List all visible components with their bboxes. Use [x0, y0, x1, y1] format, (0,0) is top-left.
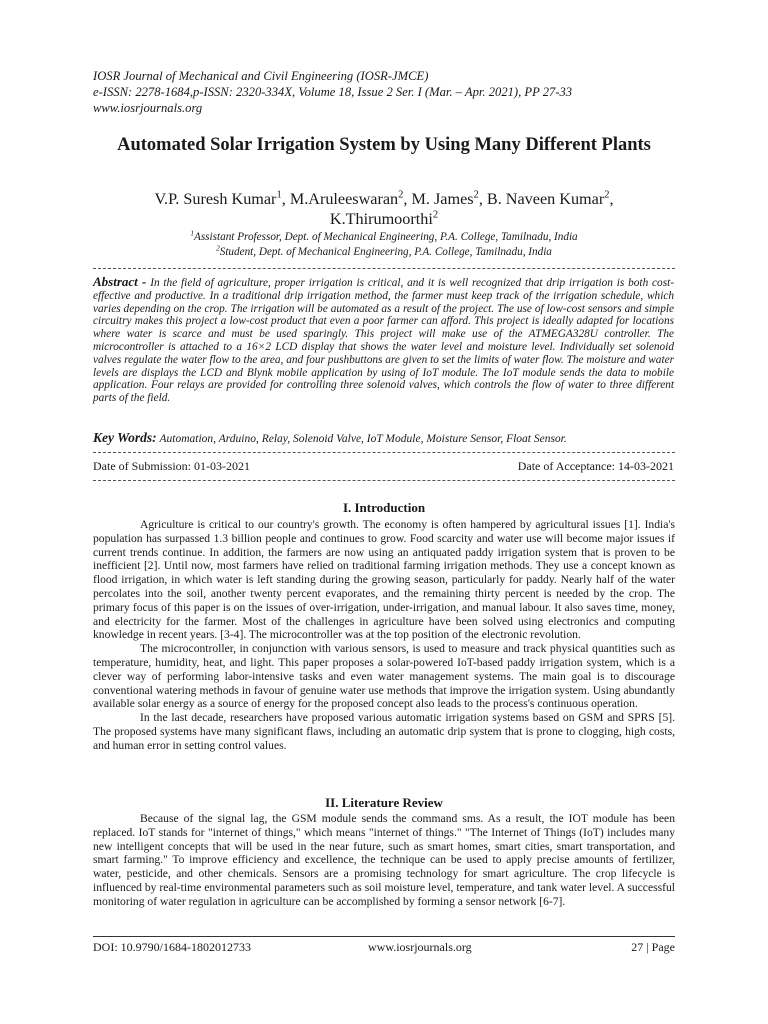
divider: [93, 268, 675, 269]
literature-review-body: [93, 812, 675, 909]
page-footer: [93, 940, 675, 954]
author-name: V.P. Suresh Kumar: [154, 190, 277, 208]
abstract-text: In the field of agriculture, proper irrigation is critical, and it is well recognized that drip irrigation is both cost-effective and productive. In a traditional drip irrigation method, the farmer must keep track of the irrigation schedule, which varies depending on the crop. The irrigation will be automated as a result of the project. The use of low-cost sensors and simple circuitry makes this project a low-cost product that even a poor farmer can afford. This project is ideally adapted for locations where water is scarce and must be used sparingly. This project will make use of the ATMEGA328U controller. The microcontroller is attached to a 16×2 LCD display that shows the water level and moisture level. Individually set solenoid valves regulate the water flow to the area, and four pushbuttons are given to set the limits of water flow. The moisture and water levels are displays the LCD and Blynk mobile application by using of IoT module. The IoT module sends the data to mobile application. Four relays are provided for controlling three solenoid valves, which controls the flow of water to three different parts of the field.: [93, 277, 674, 405]
author-name: K.Thirumoorthi: [329, 210, 433, 228]
affiliation-line: [93, 245, 675, 260]
author-affil-mark: 1: [276, 189, 282, 201]
paragraph: In the last decade, researchers have proposed various automatic irrigation systems based on GSM and SPRS [5]. The proposed systems have many significant flaws, including an automatic drip system that is prone to clogging, high costs, and human error in setting control values.: [93, 711, 675, 752]
keywords-label: Key Words:: [93, 430, 157, 445]
affil-mark: 2: [216, 244, 220, 253]
affiliation-text: Assistant Professor, Dept. of Mechanical Engineering, P.A. College, Tamilnadu, India: [193, 231, 578, 243]
dates-row: [93, 459, 674, 473]
keywords-text: Automation, Arduino, Relay, Solenoid Valve, IoT Module, Moisture Sensor, Float Sensor.: [159, 433, 567, 445]
abstract: [93, 276, 674, 405]
affil-mark: 1: [190, 229, 194, 238]
author-affil-mark: 2: [604, 189, 610, 201]
divider: [93, 480, 675, 481]
affiliations: [93, 230, 675, 260]
author-affil-mark: 2: [398, 189, 404, 201]
journal-header: [93, 68, 683, 116]
section-heading-literature-review: II. Literature Review: [325, 795, 443, 810]
journal-issn: e-ISSN: 2278-1684,p-ISSN: 2320-334X, Volume 18, Issue 2 Ser. I (Mar. – Apr. 2021), PP 27-33: [93, 85, 573, 99]
author-affil-mark: 2: [432, 209, 439, 221]
affiliation-text: Student, Dept. of Mechanical Engineering, P.A. College, Tamilnadu, India: [219, 246, 552, 258]
footer-divider: [93, 936, 675, 937]
author-name: B. Naveen Kumar: [486, 190, 605, 208]
author-name: M.Aruleeswaran: [289, 190, 399, 208]
paper-title: Automated Solar Irrigation System by Using Many Different Plants: [117, 135, 651, 155]
paragraph: Agriculture is critical to our country's growth. The economy is often hampered by agricultural issues [1]. India's population has surpassed 1.3 billion people and continues to grow. Food scarcity and water use will become major issues if current trends continue. In addition, the farmers are now using an antiquated paddy irrigation system that is proven to be inefficient [2]. Until now, most farmers have relied on traditional farming irrigation methods. They use a concept known as flood irrigation, in which water is left standing during the growing season, particularly for paddy. Nearly half of the water percolates into the soil, another twenty percent evaporates, and the remaining thirty percent is needed by the crop. The primary focus of this paper is on the issues of over-irrigation, under-irrigation, and manual labour. It also saves time, money, and electricity for the farmer. Most of the challenges in agriculture have been solved using electronics and computing knowledge in recent years. [3-4]. The microcontroller was at the top position of the electronic revolution.: [93, 518, 675, 642]
acceptance-date: Date of Acceptance: 14-03-2021: [517, 459, 674, 473]
author-list: V.P. Suresh Kumar$^1$, M.Aruleeswaran$^2$, M. James$^2$, B. Naveen Kumar$^2$, K.Thirumoorthi$^2$: [154, 189, 614, 228]
affiliation-line: [93, 230, 675, 245]
divider: [93, 452, 675, 453]
author-affil-mark: 2: [473, 189, 479, 201]
footer-website[interactable]: www.iosrjournals.org: [368, 940, 472, 954]
paragraph: Because of the signal lag, the GSM module sends the command sms. As a result, the IOT module has been replaced. IoT stands for "internet of things," which means "internet of things." "The Internet of Things (IoT) includes many new intelligent concepts that will be used in the near future, such as smart homes, smart cities, smart transportation, and smart farming." To improve efficiency and excellence, the technique can be used to apply precise amounts of fertilizer, water, pesticide, and other chemicals. Sensors are a promising technology for smart agriculture. The crop lifecycle is influenced by real-time environmental parameters such as soil moisture level, temperature, and tank water level. A successful monitoring of water regulation in agriculture can be accomplished by forming a sensor network [6-7].: [93, 812, 675, 908]
page-number: 27 | Page: [631, 940, 675, 954]
abstract-label: Abstract -: [93, 274, 147, 289]
journal-website[interactable]: www.iosrjournals.org: [93, 101, 203, 115]
journal-name: IOSR Journal of Mechanical and Civil Engineering (IOSR-JMCE): [93, 69, 429, 83]
section-heading-introduction: I. Introduction: [342, 500, 426, 515]
paragraph: The microcontroller, in conjunction with various sensors, is used to measure and track physical quantities such as temperature, humidity, heat, and light. This paper proposes a solar-powered IoT-based paddy irrigation system, which is a clever way of performing labor-intensive tasks and even water management systems. The main goal is to discourage conventional watering methods in favour of genuine water use methods that improve the irrigation system. Using abundantly available solar energy as a source of energy for the proposed concept also leads to the process's continuous operation.: [93, 642, 675, 711]
keywords: [93, 431, 674, 446]
submission-date: Date of Submission: 01-03-2021: [93, 459, 250, 473]
author-name: M. James: [411, 190, 474, 208]
footer-doi[interactable]: DOI: 10.9790/1684-1802012733: [93, 940, 251, 954]
introduction-body: [93, 518, 675, 753]
